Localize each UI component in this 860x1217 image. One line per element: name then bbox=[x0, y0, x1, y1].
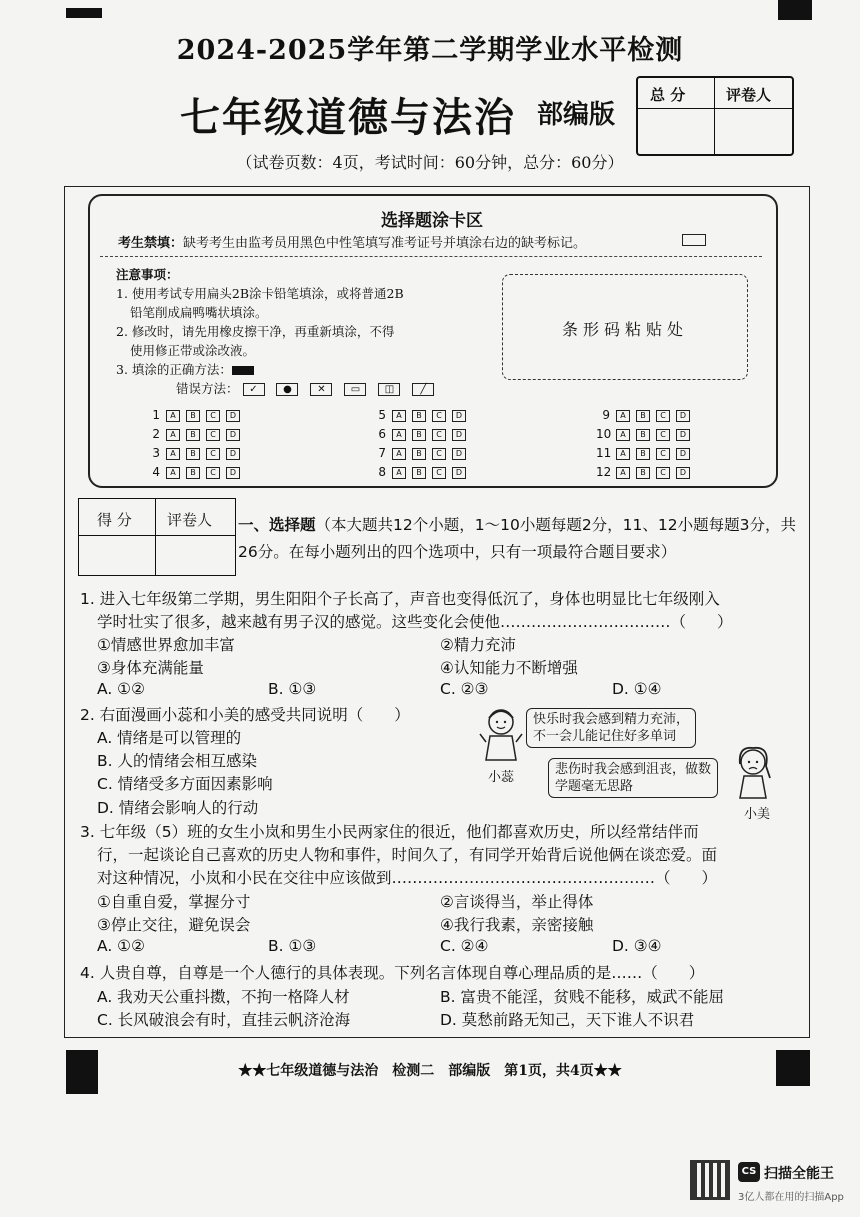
answer-bubble-11-C[interactable]: C bbox=[656, 448, 670, 460]
q2-choice-d: D. 情绪会影响人的行动 bbox=[97, 799, 259, 817]
cartoon-name-xiaomei: 小美 bbox=[744, 807, 771, 822]
answer-row-6 bbox=[372, 427, 466, 441]
answer-number: 5 bbox=[378, 408, 386, 422]
answer-bubble-6-C[interactable]: C bbox=[432, 429, 446, 441]
answer-row-2 bbox=[146, 427, 240, 441]
absence-text: 缺考考生由监考员用黑色中性笔填写准考证号并填涂右边的缺考标记。 bbox=[183, 236, 587, 251]
barcode-area bbox=[502, 274, 748, 380]
edition-label: 部编版 bbox=[537, 100, 616, 130]
q3-choice-b: B. ①③ bbox=[268, 937, 317, 955]
grader-label: 评卷人 bbox=[726, 86, 772, 104]
answer-bubble-4-C[interactable]: C bbox=[206, 467, 220, 479]
answer-row-9 bbox=[596, 408, 690, 422]
bubble-2-line-2: 学题毫无思路 bbox=[555, 779, 634, 794]
answer-bubble-9-B[interactable]: B bbox=[636, 410, 650, 422]
section-score-table bbox=[78, 498, 236, 576]
registration-mark bbox=[778, 0, 812, 20]
scanner-brand: 扫描全能王 bbox=[764, 1166, 834, 1182]
q3-option-3: ③停止交往，避免误会 bbox=[97, 916, 251, 934]
card-divider bbox=[100, 256, 762, 257]
q4-choice-d: D. 莫愁前路无知己，天下谁人不识君 bbox=[440, 1011, 695, 1029]
note-1b: 铅笔削成扁鸭嘴状填涂。 bbox=[130, 305, 268, 320]
q1-line-2: 学时壮实了很多，越来越有男子汉的感觉。这些变化会使他……………………………（ ） bbox=[97, 613, 733, 631]
answer-bubble-11-D[interactable]: D bbox=[676, 448, 690, 460]
wrong-methods bbox=[116, 379, 434, 398]
q1-option-3: ③身体充满能量 bbox=[97, 659, 204, 677]
q3-line-3: 对这种情况，小岚和小民在交往中应该做到……………………………………………（ ） bbox=[97, 869, 718, 887]
answer-bubble-2-C[interactable]: C bbox=[206, 429, 220, 441]
cartoon-name-xiaorui: 小蕊 bbox=[488, 770, 515, 785]
answer-bubble-3-C[interactable]: C bbox=[206, 448, 220, 460]
q1-option-4: ④认知能力不断增强 bbox=[440, 659, 578, 677]
answer-bubble-1-A[interactable]: A bbox=[166, 410, 180, 422]
total-score-box bbox=[636, 76, 794, 156]
section-desc: （本大题共12个小题，1～10小题每题2分，11、12小题每题3分，共26分。在每小题列出的四个选项中，只有一项最符合题目要求） bbox=[238, 516, 796, 561]
answer-number: 12 bbox=[596, 465, 612, 479]
answer-bubble-5-D[interactable]: D bbox=[452, 410, 466, 422]
answer-row-3 bbox=[146, 446, 240, 460]
answer-row-7 bbox=[372, 446, 466, 460]
section-grader-label: 评卷人 bbox=[167, 511, 213, 529]
answer-bubble-7-C[interactable]: C bbox=[432, 448, 446, 460]
section-score-label: 得 分 bbox=[97, 511, 132, 529]
answer-row-10 bbox=[596, 427, 690, 441]
note-1a: 1. 使用考试专用扁头2B涂卡铅笔填涂，或将普通2B bbox=[116, 286, 404, 301]
note-3 bbox=[116, 360, 434, 379]
wrong-dot-icon: ● bbox=[276, 383, 298, 396]
q3-line-2: 行，一起谈论自己喜欢的历史人物和事件，时间久了，有同学开始背后说他俩在谈恋爱。面 bbox=[97, 846, 718, 864]
wrong-check-icon: ✓ bbox=[243, 383, 265, 396]
q1-option-1: ①情感世界愈加丰富 bbox=[97, 636, 235, 654]
answer-bubble-12-C[interactable]: C bbox=[656, 467, 670, 479]
answer-row-12 bbox=[596, 465, 690, 479]
q3-option-1: ①自重自爱，掌握分寸 bbox=[97, 893, 251, 911]
answer-card-title: 选择题涂卡区 bbox=[381, 211, 483, 231]
subject-title: 七年级道德与法治 bbox=[180, 94, 516, 141]
bubble-1-line-2: 不一会儿能记住好多单词 bbox=[533, 729, 677, 744]
answer-bubble-6-B[interactable]: B bbox=[412, 429, 426, 441]
absence-mark-box[interactable] bbox=[682, 234, 706, 246]
exam-meta: （试卷页数：4页，考试时间：60分钟，总分：60分） bbox=[236, 153, 624, 172]
q4-stem: 4. 人贵自尊，自尊是一个人德行的具体表现。下列名言体现自尊心理品质的是……（ ） bbox=[80, 964, 705, 982]
answer-bubble-5-B[interactable]: B bbox=[412, 410, 426, 422]
q3-choice-a: A. ①② bbox=[97, 937, 145, 955]
answer-number: 1 bbox=[152, 408, 160, 422]
answer-number: 3 bbox=[152, 446, 160, 460]
note-2a: 2. 修改时，请先用橡皮擦干净，再重新填涂，不得 bbox=[116, 324, 395, 339]
cartoon-xiaorui bbox=[478, 706, 524, 762]
q4-choice-c: C. 长风破浪会有时，直挂云帆济沧海 bbox=[97, 1011, 351, 1029]
answer-bubble-2-A[interactable]: A bbox=[166, 429, 180, 441]
section-title: 一、选择题 bbox=[238, 516, 316, 534]
answer-bubble-7-D[interactable]: D bbox=[452, 448, 466, 460]
q1-choice-c: C. ②③ bbox=[440, 680, 489, 698]
absence-label: 考生禁填： bbox=[118, 236, 184, 251]
answer-number: 6 bbox=[378, 427, 386, 441]
wrong-cross-icon: ✕ bbox=[310, 383, 332, 396]
answer-number: 11 bbox=[596, 446, 612, 460]
q2-choice-b: B. 人的情绪会相互感染 bbox=[97, 752, 257, 770]
answer-row-8 bbox=[372, 465, 466, 479]
wrong-methods-label: 错误方法： bbox=[176, 381, 239, 396]
answer-bubble-1-B[interactable]: B bbox=[186, 410, 200, 422]
q3-option-4: ④我行我素，亲密接触 bbox=[440, 916, 594, 934]
qr-code-icon bbox=[690, 1160, 730, 1200]
q2-choice-c: C. 情绪受多方面因素影响 bbox=[97, 775, 273, 793]
q2-stem: 2. 右面漫画小蕊和小美的感受共同说明（ ） bbox=[80, 706, 410, 724]
q1-choice-a: A. ①② bbox=[97, 680, 145, 698]
q2-choice-a: A. 情绪是可以管理的 bbox=[97, 729, 242, 747]
q3-choice-c: C. ②④ bbox=[440, 937, 489, 955]
answer-row-11 bbox=[596, 446, 690, 460]
answer-bubble-6-D[interactable]: D bbox=[452, 429, 466, 441]
answer-bubble-10-B[interactable]: B bbox=[636, 429, 650, 441]
answer-bubble-4-B[interactable]: B bbox=[186, 467, 200, 479]
wrong-slash-icon: ╱ bbox=[412, 383, 434, 396]
answer-bubble-12-B[interactable]: B bbox=[636, 467, 650, 479]
answer-bubble-3-D[interactable]: D bbox=[226, 448, 240, 460]
answer-bubble-6-A[interactable]: A bbox=[392, 429, 406, 441]
bubble-2-line-1: 悲伤时我会感到沮丧，做数 bbox=[555, 762, 712, 777]
answer-bubble-12-A[interactable]: A bbox=[616, 467, 630, 479]
answer-row-4 bbox=[146, 465, 240, 479]
barcode-label: 条形码粘贴处 bbox=[561, 320, 688, 339]
scanner-tagline: 3亿人都在用的扫描App bbox=[738, 1192, 844, 1203]
q1-choice-b: B. ①③ bbox=[268, 680, 317, 698]
answer-bubble-12-D[interactable]: D bbox=[676, 467, 690, 479]
total-score-label: 总 分 bbox=[650, 86, 686, 104]
answer-bubble-9-C[interactable]: C bbox=[656, 410, 670, 422]
answer-bubble-7-B[interactable]: B bbox=[412, 448, 426, 460]
answer-bubble-5-C[interactable]: C bbox=[432, 410, 446, 422]
registration-mark bbox=[66, 8, 102, 18]
answer-row-1 bbox=[146, 408, 240, 422]
q1-option-2: ②精力充沛 bbox=[440, 636, 516, 654]
answer-number: 7 bbox=[378, 446, 386, 460]
answer-number: 4 bbox=[152, 465, 160, 479]
answer-bubble-1-D[interactable]: D bbox=[226, 410, 240, 422]
answer-bubble-9-A[interactable]: A bbox=[616, 410, 630, 422]
q3-line-1: 3. 七年级（5）班的女生小岚和男生小民两家住的很近，他们都喜欢历史，所以经常结伴而 bbox=[80, 823, 699, 841]
answer-bubble-2-B[interactable]: B bbox=[186, 429, 200, 441]
answer-bubble-2-D[interactable]: D bbox=[226, 429, 240, 441]
scanner-logo: CS bbox=[738, 1162, 760, 1182]
q3-option-2: ②言谈得当，举止得体 bbox=[440, 893, 594, 911]
answer-row-5 bbox=[372, 408, 466, 422]
answer-bubble-11-A[interactable]: A bbox=[616, 448, 630, 460]
wrong-half-icon: ◫ bbox=[378, 383, 400, 396]
cartoon-xiaomei bbox=[730, 744, 776, 800]
answer-bubble-9-D[interactable]: D bbox=[676, 410, 690, 422]
q1-line-1: 1. 进入七年级第二学期，男生阳阳个子长高了，声音也变得低沉了，身体也明显比七年级刚入 bbox=[80, 590, 720, 608]
answer-bubble-4-D[interactable]: D bbox=[226, 467, 240, 479]
answer-number: 10 bbox=[596, 427, 612, 441]
wrong-line-icon: ▭ bbox=[344, 383, 366, 396]
exam-title: 2024-2025学年第二学期学业水平检测 bbox=[176, 35, 684, 66]
q4-choice-b: B. 富贵不能淫，贫贱不能移，威武不能屈 bbox=[440, 988, 724, 1006]
answer-bubble-10-C[interactable]: C bbox=[656, 429, 670, 441]
answer-bubble-5-A[interactable]: A bbox=[392, 410, 406, 422]
speech-bubble-xiaomei bbox=[548, 758, 718, 798]
answer-bubble-4-A[interactable]: A bbox=[166, 467, 180, 479]
q4-choice-a: A. 我劝天公重抖擞，不拘一格降人材 bbox=[97, 988, 350, 1006]
correct-fill-example bbox=[232, 366, 254, 375]
answer-bubble-10-A[interactable]: A bbox=[616, 429, 630, 441]
answer-bubble-1-C[interactable]: C bbox=[206, 410, 220, 422]
page-footer: ★★七年级道德与法治 检测二 部编版 第1页，共4页★★ bbox=[238, 1063, 622, 1079]
answer-number: 9 bbox=[602, 408, 610, 422]
section-heading bbox=[238, 512, 798, 566]
answer-bubble-3-A[interactable]: A bbox=[166, 448, 180, 460]
answer-bubble-11-B[interactable]: B bbox=[636, 448, 650, 460]
speech-bubble-xiaorui bbox=[526, 708, 696, 748]
absence-notice bbox=[118, 232, 586, 251]
bubble-1-line-1: 快乐时我会感到精力充沛， bbox=[533, 712, 690, 727]
notes-title: 注意事项： bbox=[116, 267, 179, 282]
answer-bubble-7-A[interactable]: A bbox=[392, 448, 406, 460]
answer-bubble-8-B[interactable]: B bbox=[412, 467, 426, 479]
answer-bubble-8-A[interactable]: A bbox=[392, 467, 406, 479]
answer-number: 2 bbox=[152, 427, 160, 441]
answer-number: 8 bbox=[378, 465, 386, 479]
answer-bubble-3-B[interactable]: B bbox=[186, 448, 200, 460]
note-2b: 使用修正带或涂改液。 bbox=[130, 343, 256, 358]
answer-bubble-8-D[interactable]: D bbox=[452, 467, 466, 479]
note-3-text: 3. 填涂的正确方法： bbox=[116, 362, 232, 377]
q1-choice-d: D. ①④ bbox=[612, 680, 662, 698]
q3-choice-d: D. ③④ bbox=[612, 937, 662, 955]
answer-bubble-10-D[interactable]: D bbox=[676, 429, 690, 441]
instructions bbox=[116, 265, 434, 398]
answer-bubble-8-C[interactable]: C bbox=[432, 467, 446, 479]
